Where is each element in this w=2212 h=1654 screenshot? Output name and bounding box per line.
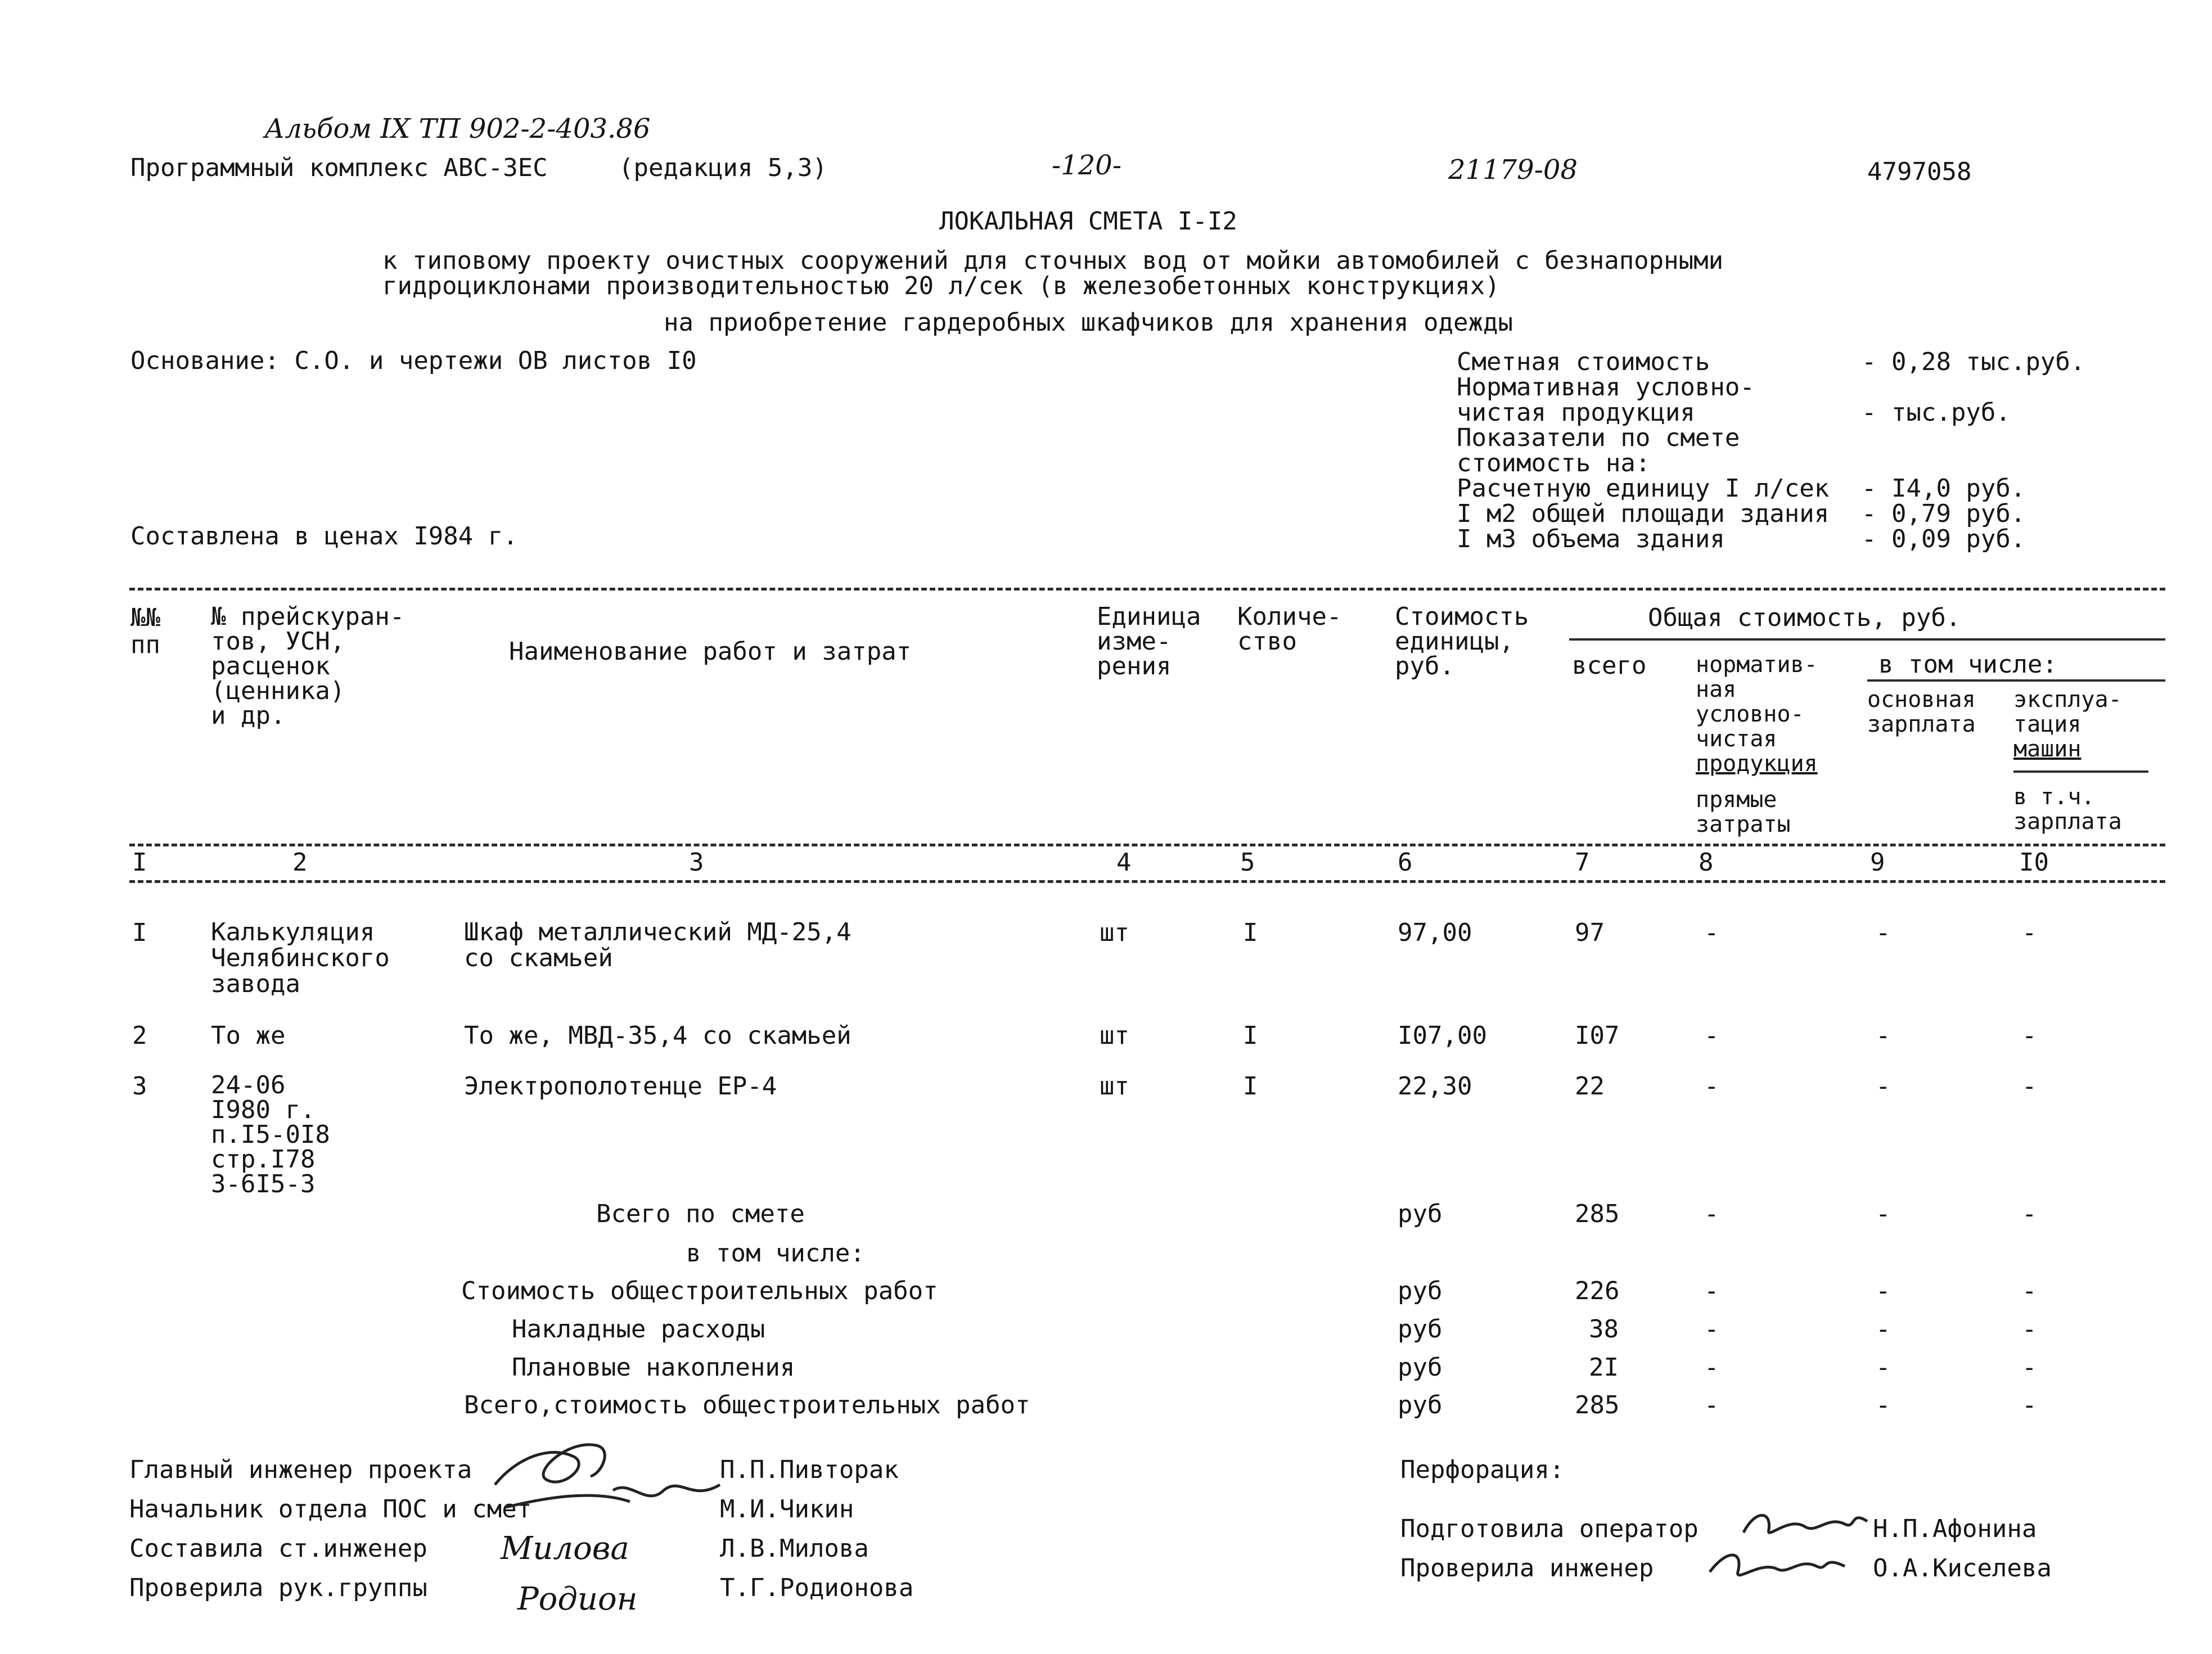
summary-area-label: I м2 общей площади здания [1457, 499, 1830, 528]
totals-col-9: - [1876, 1353, 1891, 1382]
col-number: 3 [689, 848, 704, 877]
row-quantity: I [1243, 918, 1258, 947]
col-7-header: всего [1572, 651, 1647, 680]
operator-name: Н.П.Афонина [1873, 1515, 2037, 1543]
totals-col-10: - [2022, 1353, 2037, 1382]
summary-unit-value: - I4,0 руб. [1862, 474, 2026, 503]
totals-unit: руб [1398, 1277, 1443, 1305]
totals-col-8: - [1704, 1277, 1719, 1305]
archive-number: 4797058 [1867, 157, 1972, 186]
col-9-header: основная зарплата [1867, 687, 1976, 737]
row-col-9: - [1876, 1021, 1891, 1050]
row-total: 97 [1575, 918, 1605, 947]
totals-unit: руб [1398, 1391, 1443, 1419]
totals-col-9: - [1876, 1277, 1891, 1305]
col-number: 2 [292, 848, 308, 877]
summary-cost-value: - 0,28 тыс.руб. [1862, 348, 2085, 376]
totals-col-10: - [2022, 1315, 2037, 1344]
col-4-header: Единица изме- рения [1097, 602, 1201, 680]
totals-total: 285 [1575, 1391, 1620, 1419]
signature-name: Т.Г.Родионова [720, 1574, 914, 1602]
row-quantity: I [1243, 1072, 1258, 1101]
header-bottom-rule [129, 844, 2165, 846]
totals-label: Плановые накопления [512, 1353, 795, 1382]
row-reference: То же [211, 1021, 286, 1050]
row-name: То же, МВД-35,4 со скамьей [464, 1021, 852, 1050]
totals-label: Накладные расходы [512, 1315, 765, 1344]
totals-total: 285 [1575, 1200, 1620, 1228]
col-8-header: норматив- ная условно- чистая [1696, 652, 1818, 752]
totals-unit: руб [1398, 1353, 1443, 1382]
title-line-2: гидроциклонами производительностью 20 л/сек (в железобетонных конструкциях) [382, 272, 1500, 300]
program-edition: (редакция 5,3) [619, 154, 827, 182]
row-number: 3 [132, 1072, 147, 1101]
summary-norm-value: - тыс.руб. [1862, 398, 2011, 427]
program-name: Программный комплекс АВС-ЗЕС [130, 154, 548, 182]
row-col-9: - [1876, 1072, 1891, 1101]
col-number: I0 [2019, 848, 2049, 877]
col-number: 6 [1398, 848, 1413, 877]
page-number: -120- [1052, 150, 1122, 181]
row-reference: 24-06 I980 г. п.I5-0I8 стр.I78 3-6I5-3 [211, 1071, 330, 1198]
row-col-10: - [2022, 1021, 2037, 1050]
totals-total: 38 [1589, 1315, 1619, 1344]
handwritten-signature-rodionova: Родион [517, 1581, 638, 1617]
summary-indicators-label-1: Показатели по смете [1457, 423, 1740, 452]
perforation-label: Перфорация: [1400, 1455, 1565, 1484]
summary-norm-label-1: Нормативная условно- [1457, 373, 1755, 402]
row-number: 2 [132, 1021, 147, 1050]
row-name: Шкаф металлический МД-25,4 со скамьей [464, 918, 852, 972]
totals-col-9: - [1876, 1200, 1891, 1228]
col-8-header-product: продукция [1696, 751, 1818, 777]
col-2-header: № прейскуран- тов, УСН, расценок (ценника) и др. [211, 602, 405, 730]
col-10-rule [2013, 770, 2148, 773]
table-top-rule [129, 588, 2165, 591]
signature-name: Л.В.Милова [720, 1534, 869, 1563]
totals-unit: руб [1398, 1200, 1443, 1228]
col-number: 8 [1699, 848, 1714, 877]
col-10-header-salary: в т.ч. зарплата [2013, 784, 2122, 835]
col-5-header: Количе- ство [1237, 602, 1342, 656]
row-col-10: - [2022, 1072, 2037, 1101]
estimate-title: ЛОКАЛЬНАЯ СМЕТА I-I2 [939, 207, 1237, 236]
totals-col-8: - [1704, 1353, 1719, 1382]
handwritten-signature-milova: Милова [501, 1530, 629, 1567]
totals-total: 2I [1589, 1353, 1619, 1382]
signature-role: Проверила рук.группы [129, 1574, 427, 1602]
summary-unit-label: Расчетную единицу I л/сек [1457, 474, 1830, 503]
engineer-role: Проверила инженер [1400, 1554, 1654, 1583]
col-6-header: Стоимость единицы, руб. [1395, 602, 1529, 680]
col-10-header: эксплуа- тация [2013, 687, 2122, 737]
col-number: 9 [1870, 848, 1885, 877]
row-total: I07 [1575, 1021, 1620, 1050]
signature-name: М.И.Чикин [720, 1495, 854, 1524]
row-unit-price: I07,00 [1398, 1021, 1487, 1050]
row-quantity: I [1243, 1021, 1258, 1050]
totals-label: в том числе: [686, 1239, 865, 1268]
including-rule [1867, 679, 2165, 682]
col-8-header-direct: прямые затраты [1696, 787, 1791, 837]
col-number: I [132, 848, 147, 877]
totals-col-10: - [2022, 1277, 2037, 1305]
handwritten-signature-chief-engineer [484, 1423, 731, 1518]
signature-role: Главный инженер проекта [129, 1455, 472, 1484]
handwritten-signature-engineer [1704, 1541, 1850, 1592]
totals-label: Всего по смете [596, 1200, 805, 1228]
row-col-9: - [1876, 918, 1891, 947]
engineer-name: О.А.Киселева [1873, 1554, 2052, 1583]
totals-col-8: - [1704, 1315, 1719, 1344]
summary-volume-label: I м3 объема здания [1457, 525, 1725, 553]
row-col-8: - [1704, 918, 1719, 947]
album-reference: Альбом IX ТП 902-2-403.86 [264, 113, 651, 145]
totals-col-9: - [1876, 1391, 1891, 1419]
operator-role: Подготовила оператор [1400, 1515, 1699, 1543]
col-number: 4 [1116, 848, 1132, 877]
row-unit: шт [1100, 1021, 1129, 1050]
col-number: 5 [1240, 848, 1255, 877]
row-total: 22 [1575, 1072, 1605, 1101]
row-col-10: - [2022, 918, 2037, 947]
row-name: Электрополотенце ЕР-4 [464, 1072, 777, 1101]
totals-label: Стоимость общестроительных работ [461, 1277, 938, 1305]
basis: Основание: С.О. и чертежи ОВ листов I0 [130, 346, 697, 375]
totals-col-10: - [2022, 1200, 2037, 1228]
totals-unit: руб [1398, 1315, 1443, 1344]
signature-role: Составила ст.инженер [129, 1534, 427, 1563]
row-col-8: - [1704, 1072, 1719, 1101]
summary-indicators-label-2: стоимость на: [1457, 449, 1651, 477]
row-unit-price: 97,00 [1398, 918, 1472, 947]
total-group-rule [1569, 638, 2165, 641]
totals-col-10: - [2022, 1391, 2037, 1419]
col-1-header: №№ пп [130, 603, 160, 659]
prices-year: Составлена в ценах I984 г. [130, 522, 518, 551]
totals-label: Всего,стоимость общестроительных работ [464, 1391, 1030, 1419]
row-reference: Калькуляция Челябинского завода [211, 918, 390, 998]
totals-col-8: - [1704, 1391, 1719, 1419]
total-cost-group-header: Общая стоимость, руб. [1648, 603, 1961, 632]
summary-norm-label-2: чистая продукция [1457, 398, 1695, 427]
col-3-header: Наименование работ и затрат [509, 637, 912, 666]
summary-area-value: - 0,79 руб. [1862, 499, 2026, 528]
row-unit: шт [1100, 1072, 1129, 1101]
totals-col-8: - [1704, 1200, 1719, 1228]
signature-role: Начальник отдела ПОС и смет [129, 1495, 532, 1524]
numbers-bottom-rule [129, 880, 2165, 883]
title-line-1: к типовому проекту очистных сооружений для сточных вод от мойки автомобилей с безнапорными [382, 246, 1724, 275]
title-line-3: на приобретение гардеробных шкафчиков для хранения одежды [664, 308, 1513, 337]
row-unit: шт [1100, 918, 1129, 947]
col-number: 7 [1575, 848, 1590, 877]
totals-col-9: - [1876, 1315, 1891, 1344]
row-col-8: - [1704, 1021, 1719, 1050]
row-unit-price: 22,30 [1398, 1072, 1472, 1101]
col-10-header-machines: машин [2013, 736, 2082, 762]
document-number: 21179-08 [1448, 154, 1578, 186]
row-number: I [132, 918, 147, 947]
including-header: в том числе: [1878, 650, 2057, 679]
summary-cost-label: Сметная стоимость [1457, 348, 1710, 376]
signature-name: П.П.Пивторак [720, 1455, 899, 1484]
totals-total: 226 [1575, 1277, 1620, 1305]
summary-volume-value: - 0,09 руб. [1862, 525, 2026, 553]
